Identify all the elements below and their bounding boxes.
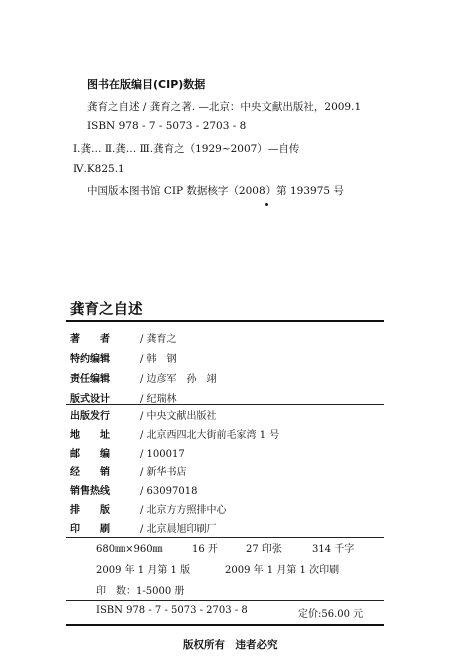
cip-classification-line: Ⅳ.K825.1 [73, 163, 125, 175]
pub-value: / 北京西四北大街前毛家湾 1 号 [140, 430, 280, 441]
credit-value: / 龚育之 [140, 334, 177, 345]
credit-row-special-editor [70, 350, 177, 365]
spec-sheets: 27 印张 [246, 544, 282, 555]
specs-top-rule [66, 537, 384, 538]
credit-label: 著 者 [70, 334, 110, 345]
credit-label: 版式设计 [70, 394, 110, 405]
pub-value: / 北京方方照排中心 [140, 505, 227, 516]
pub-label: 销售热线 [70, 486, 110, 497]
pub-label: 排 版 [70, 505, 110, 516]
credit-row-responsible-editor [70, 370, 217, 385]
pub-row-address [70, 426, 279, 441]
credit-row-author [70, 330, 177, 345]
spec-paper-size: 680㎜×960㎜ [96, 544, 163, 555]
spec-printing: 2009 年 1 月第 1 次印刷 [225, 565, 340, 576]
credit-label: 责任编辑 [70, 374, 110, 385]
pub-label: 邮 编 [70, 449, 110, 460]
specs-isbn-rule [66, 600, 384, 601]
pub-value: / 100017 [140, 449, 185, 460]
pub-label: 地 址 [70, 430, 110, 441]
spec-edition: 2009 年 1 月第 1 版 [96, 565, 191, 576]
spec-isbn: ISBN 978 - 7 - 5073 - 2703 - 8 [96, 605, 248, 616]
spec-price: 定价:56.00 元 [298, 609, 364, 620]
pub-value: / 新华书店 [140, 467, 187, 478]
spec-format: 16 开 [192, 544, 218, 555]
cip-heading: 图书在版编目(CIP)数据 [87, 78, 206, 91]
credit-row-layout-design [70, 390, 177, 405]
pub-row-distributor [70, 463, 187, 478]
spec-print-run: 印 数：1-5000 册 [96, 586, 185, 597]
pub-row-typesetting [70, 501, 227, 516]
pub-value: / 中央文献出版社 [140, 411, 217, 422]
cip-title-line: 龚育之自述 / 龚育之著. —北京：中央文献出版社，2009.1 [87, 101, 362, 113]
cip-subject-line: Ⅰ.龚… Ⅱ.龚… Ⅲ.龚育之（1929~2007）—自传 [73, 143, 300, 155]
pub-value: / 63097018 [140, 486, 198, 497]
credits-divider [66, 404, 384, 405]
pub-row-publisher [70, 407, 217, 422]
cip-isbn-line: ISBN 978 - 7 - 5073 - 2703 - 8 [87, 120, 247, 132]
pub-label: 出版发行 [70, 411, 110, 422]
pub-row-postcode [70, 445, 185, 460]
pub-row-printer [70, 520, 217, 535]
credit-value: / 边彦军 孙 翊 [140, 374, 217, 385]
book-title: 龚育之自述 [70, 302, 143, 318]
specs-bottom-rule [66, 624, 384, 626]
credit-value: / 韩 钢 [140, 354, 177, 365]
pub-row-sales-hotline [70, 482, 197, 497]
pub-value: / 北京晨旭印刷厂 [140, 524, 217, 535]
pub-label: 经 销 [70, 467, 110, 478]
credit-value: / 纪瑞林 [140, 394, 177, 405]
credit-label: 特约编辑 [70, 354, 110, 365]
copyright-notice: 版权所有 违者必究 [183, 639, 278, 651]
print-speck [265, 203, 268, 206]
cip-data-number-line: 中国版本图书馆 CIP 数据核字（2008）第 193975 号 [87, 185, 344, 197]
pub-label: 印 刷 [70, 524, 110, 535]
title-rule [66, 320, 384, 322]
spec-word-count: 314 千字 [312, 544, 355, 555]
